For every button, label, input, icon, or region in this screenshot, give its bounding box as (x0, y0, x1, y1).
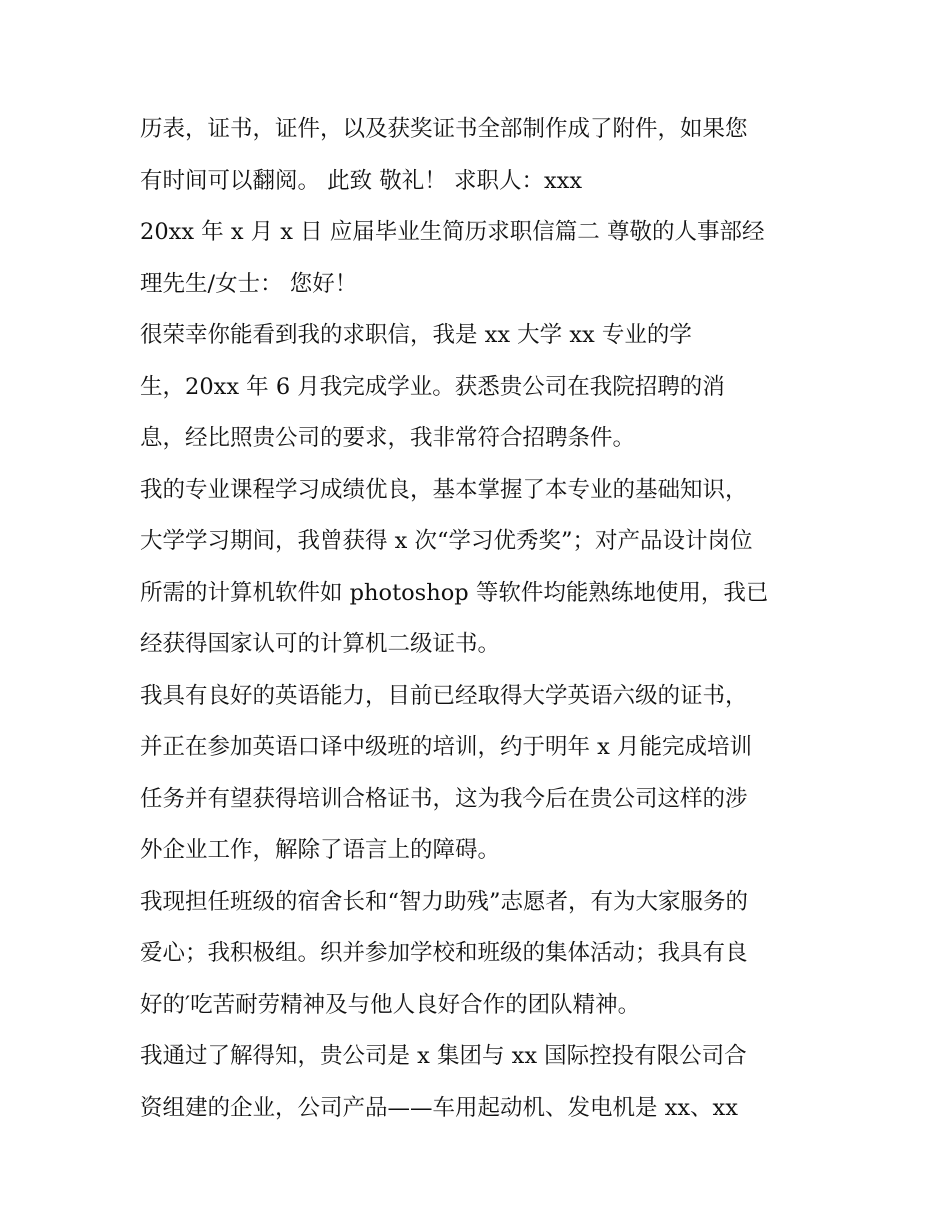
text-line: 爱心；我积极组。织并参加学校和班级的集体活动；我具有良 (140, 940, 748, 966)
text-line: 理先生/女士： 您好！ (140, 270, 358, 297)
text-line: 并正在参加英语口译中级班的培训，约于明年 x 月能完成培训 (140, 734, 752, 760)
letter-body (140, 104, 830, 1134)
text-line: 好的′吃苦耐劳精神及与他人良好合作的团队精神。 (140, 991, 641, 1018)
text-line: 资组建的企业，公司产品——车用起动机、发电机是 xx、xx (140, 1094, 738, 1121)
text-line: 历表，证书，证件，以及获奖证书全部制作成了附件，如果您 (140, 116, 748, 142)
text-line: 我具有良好的英语能力，目前已经取得大学英语六级的证书， (140, 682, 748, 709)
text-line: 我通过了解得知，贵公司是 x 集团与 xx 国际控投有限公司合 (140, 1043, 747, 1069)
text-line: 大学学习期间，我曾获得 x 次“学习优秀奖”；对产品设计岗位 (140, 528, 753, 554)
text-line: 我现担任班级的宿舍长和“智力助残”志愿者，有为大家服务的 (140, 888, 749, 915)
text-line: 任务并有望获得培训合格证书，这为我今后在贵公司这样的涉 (140, 785, 748, 812)
text-line: 很荣幸你能看到我的求职信，我是 xx 大学 xx 专业的学 (140, 322, 692, 348)
text-line: 生，20xx 年 6 月我完成学业。获悉贵公司在我院招聘的消 (140, 373, 725, 400)
text-line: 所需的计算机软件如 photoshop 等软件均能熟练地使用，我已 (140, 579, 769, 606)
text-line: 息，经比照贵公司的要求，我非常符合招聘条件。 (140, 425, 636, 451)
text-line: 我的专业课程学习成绩优良，基本掌握了本专业的基础知识， (140, 476, 748, 503)
text-line: 外企业工作，解除了语言上的障碍。 (140, 837, 501, 863)
text-line: 20xx 年 x 月 x 日 应届毕业生简历求职信篇二 尊敬的人事部经 (140, 219, 765, 245)
text-line: 有时间可以翻阅。 此致 敬礼！ 求职人：xxx (140, 167, 583, 194)
text-line: 经获得国家认可的计算机二级证书。 (140, 631, 501, 657)
